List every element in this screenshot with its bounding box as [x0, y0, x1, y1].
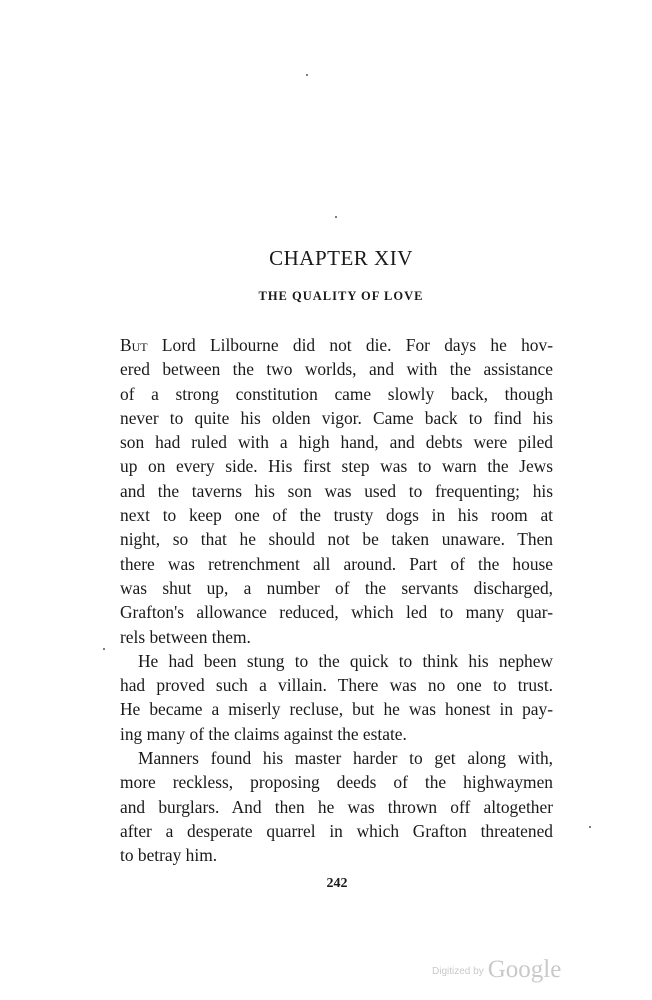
ink-speck — [306, 74, 308, 76]
text-line: son had ruled with a high hand, and debts were piled — [120, 432, 553, 453]
text-line: after a desperate quarrel in which Grafton threatened — [120, 820, 553, 841]
digitized-watermark — [432, 956, 561, 984]
text-line: But Lord Lilbourne did not die. For days he hov- — [120, 335, 553, 355]
ink-speck — [103, 648, 105, 650]
ink-speck — [335, 216, 337, 218]
text-line: of a strong constitution came slowly back, though — [120, 383, 553, 404]
text-line: He became a miserly recluse, but he was honest in pay- — [120, 699, 553, 720]
body-text — [120, 333, 553, 868]
text-line: and burglars. And then he was thrown off altogether — [120, 796, 553, 817]
text-line: to betray him. — [120, 845, 218, 866]
text-line: had proved such a villain. There was no one to trust. — [120, 675, 553, 696]
text-line: and the taverns his son was used to frequenting; his — [120, 480, 553, 501]
page-number: 242 — [326, 876, 348, 891]
text-line: never to quite his olden vigor. Came back to find his — [120, 407, 553, 428]
text-line: more reckless, proposing deeds of the highwaymen — [120, 772, 553, 793]
text-line: Manners found his master harder to get along with, — [138, 748, 553, 769]
google-logo: Google — [487, 956, 562, 983]
ink-speck — [589, 826, 591, 828]
text-line: was shut up, a number of the servants discharged, — [120, 577, 553, 598]
chapter-title: CHAPTER XIV — [269, 246, 413, 270]
text-line: up on every side. His first step was to warn the Jews — [120, 456, 553, 477]
text-line: ing many of the claims against the estate. — [120, 723, 407, 744]
text-line: rels between them. — [120, 626, 251, 647]
watermark-prefix: Digitized by — [432, 966, 484, 977]
drop-word: But — [120, 335, 148, 355]
text-line: He had been stung to the quick to think his nephew — [138, 650, 553, 671]
text-line: there was retrenchment all around. Part of the house — [120, 553, 553, 574]
text-line: ered between the two worlds, and with the assistance — [120, 359, 553, 380]
chapter-subtitle: THE QUALITY OF LOVE — [258, 289, 424, 303]
text-line: Grafton's allowance reduced, which led to many quar- — [120, 602, 553, 623]
text-line: night, so that he should not be taken unaware. Then — [120, 529, 553, 550]
text-line: next to keep one of the trusty dogs in his room at — [120, 505, 553, 526]
